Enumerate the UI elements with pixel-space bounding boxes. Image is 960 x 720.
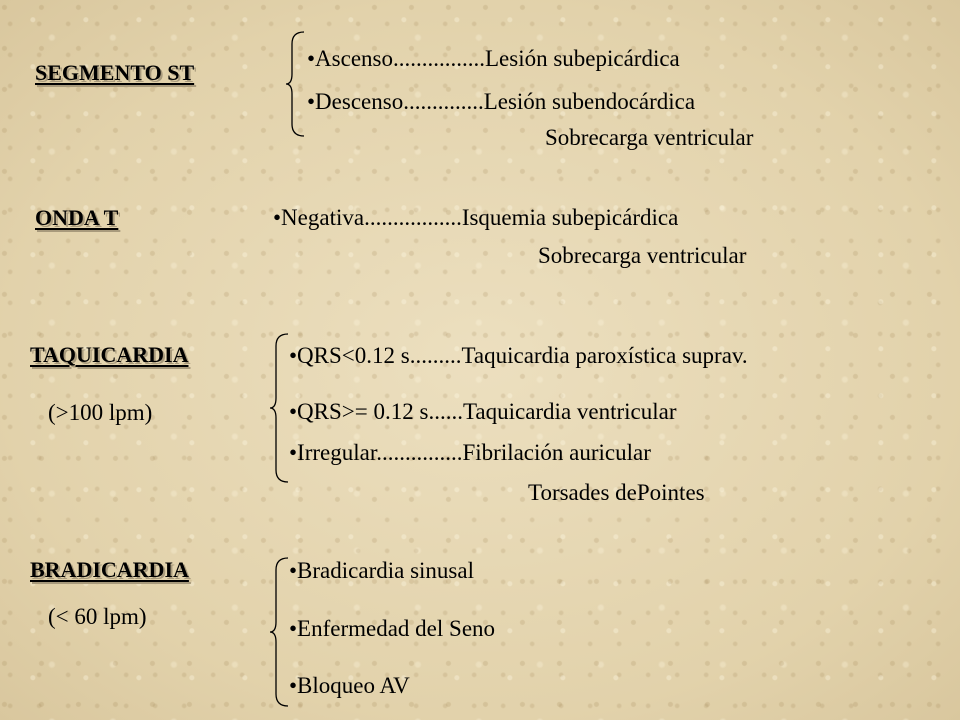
taq-item-qrs-short: •QRS<0.12 s.........Taquicardia paroxística suprav.	[289, 343, 748, 368]
t-item-sobrecarga: Sobrecarga ventricular	[538, 243, 747, 268]
heading-onda-t: ONDA T	[35, 205, 119, 230]
st-item-descenso: •Descenso..............Lesión subendocárdica	[307, 89, 696, 114]
t-item-negativa: •Negativa.................Isquemia subepicárdica	[273, 205, 679, 230]
st-item-ascenso: •Ascenso................Lesión subepicárdica	[307, 46, 680, 71]
bradicardia-rate: (< 60 lpm)	[48, 604, 147, 629]
taquicardia-rate: (>100 lpm)	[48, 400, 153, 425]
brad-item-bloqueo: •Bloqueo AV	[289, 673, 410, 698]
taq-item-torsades: Torsades dePointes	[528, 480, 705, 505]
brad-item-sinusal: •Bradicardia sinusal	[289, 558, 474, 583]
taq-item-irregular: •Irregular...............Fibrilación auricular	[289, 440, 651, 465]
brace-segmento-st	[284, 30, 308, 138]
heading-bradicardia: BRADICARDIA	[30, 557, 189, 582]
brad-item-seno: •Enfermedad del Seno	[289, 616, 496, 641]
st-item-sobrecarga: Sobrecarga ventricular	[545, 125, 754, 150]
heading-segmento-st: SEGMENTO ST	[35, 60, 195, 85]
heading-taquicardia: TAQUICARDIA	[30, 342, 189, 367]
taq-item-qrs-long: •QRS>= 0.12 s......Taquicardia ventricular	[289, 399, 677, 424]
